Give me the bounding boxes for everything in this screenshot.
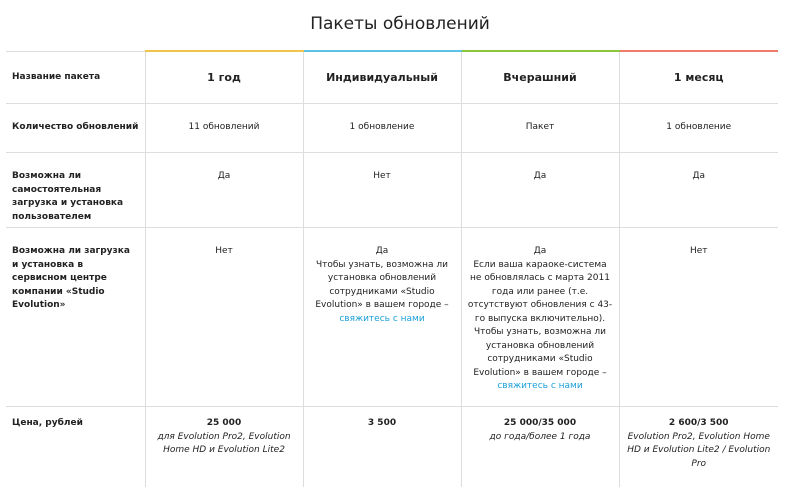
column-header-1-month: 1 месяц bbox=[619, 51, 778, 104]
price-value-2: 3 500 bbox=[367, 418, 397, 428]
cell-service-3-note-text: Если ваша караоке-система не обновлялась с марта 2011 года или ранее (т.е. отсутствуют обновления с 43-го выпуска включительно). Чтобы узнать, возможна ли установка обновлений сотрудниками «Studio Evolution» в вашем городе – bbox=[467, 259, 613, 378]
price-value-4: 2 600/3 500 bbox=[668, 418, 729, 428]
cell-service-2-note-text: Чтобы узнать, возможна ли установка обновлений сотрудниками «Studio Evolution» в вашем городе – bbox=[315, 259, 449, 310]
cell-count-3: Пакет bbox=[461, 104, 619, 153]
cell-self-2: Нет bbox=[303, 153, 461, 228]
row-label-update-count: Количество обновлений bbox=[6, 104, 145, 153]
cell-price-1 bbox=[145, 407, 303, 487]
cell-service-3 bbox=[461, 228, 619, 407]
cell-self-3: Да bbox=[461, 153, 619, 228]
cell-count-4: 1 обновление bbox=[619, 104, 778, 153]
cell-self-1: Да bbox=[145, 153, 303, 228]
cell-price-4 bbox=[619, 407, 778, 487]
cell-count-2: 1 обновление bbox=[303, 104, 461, 153]
cell-count-1: 11 обновлений bbox=[145, 104, 303, 153]
price-value-3: 25 000/35 000 bbox=[503, 418, 577, 428]
table-row-price bbox=[6, 407, 778, 487]
row-label-service-install: Возможна ли загрузка и установка в сервисном центре компании «Studio Evolution» bbox=[6, 228, 145, 407]
cell-service-2-note bbox=[304, 259, 461, 327]
column-header-yesterday: Вчерашний bbox=[461, 51, 619, 104]
cell-price-3 bbox=[461, 407, 619, 487]
price-note-3: до года/более 1 года bbox=[489, 431, 591, 442]
contact-us-link[interactable]: свяжитесь с нами bbox=[339, 313, 425, 324]
table-row-self-install bbox=[6, 153, 778, 228]
cell-self-4: Да bbox=[619, 153, 778, 228]
price-note-4: Evolution Pro2, Evolution Home HD и Evolution Lite2 / Evolution Pro bbox=[627, 431, 771, 469]
cell-service-2-answer: Да bbox=[375, 246, 389, 256]
price-value-1: 25 000 bbox=[206, 418, 242, 428]
column-header-1-year: 1 год bbox=[145, 51, 303, 104]
table-row-update-count bbox=[6, 104, 778, 153]
cell-service-1: Нет bbox=[145, 228, 303, 407]
cell-price-2 bbox=[303, 407, 461, 487]
row-label-package-name: Название пакета bbox=[6, 51, 145, 104]
cell-service-3-answer: Да bbox=[533, 246, 547, 256]
contact-us-link[interactable]: свяжитесь с нами bbox=[497, 381, 583, 391]
cell-service-3-note bbox=[462, 259, 619, 394]
cell-service-4: Нет bbox=[619, 228, 778, 407]
table-row-service-install bbox=[6, 228, 778, 407]
page-title: Пакеты обновлений bbox=[310, 14, 490, 34]
cell-service-2 bbox=[303, 228, 461, 407]
packages-comparison-table bbox=[6, 50, 778, 487]
row-label-price: Цена, рублей bbox=[12, 418, 83, 428]
row-label-self-install: Возможна ли самостоятельная загрузка и установка пользователем bbox=[6, 153, 145, 228]
column-header-individual: Индивидуальный bbox=[303, 51, 461, 104]
price-note-1: для Evolution Pro2, Evolution Home HD и Evolution Lite2 bbox=[157, 431, 291, 455]
table-header-row bbox=[6, 51, 778, 104]
